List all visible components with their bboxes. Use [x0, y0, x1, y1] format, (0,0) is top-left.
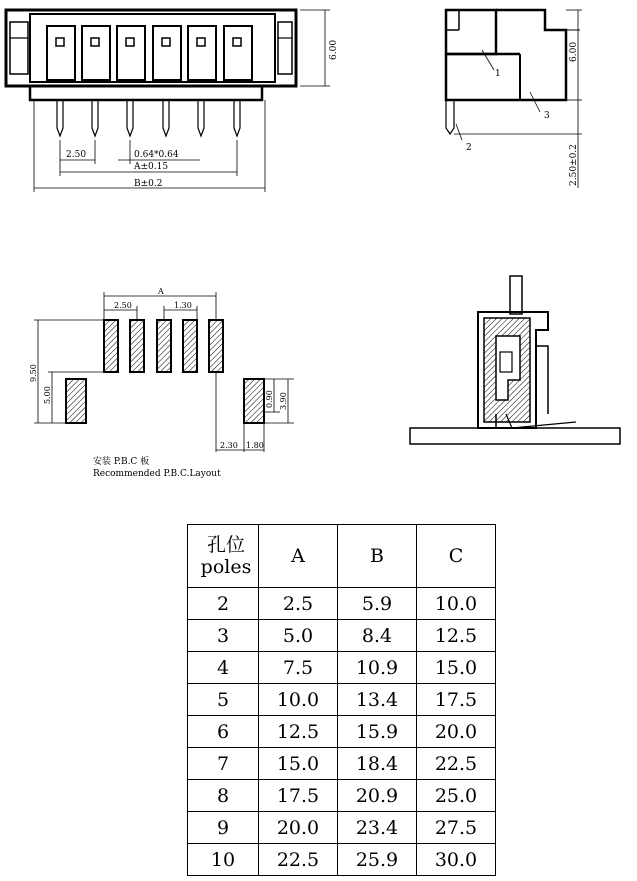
cell-poles: 6 — [188, 716, 259, 748]
table-row — [188, 684, 496, 716]
cell-b: 25.9 — [338, 844, 417, 876]
front-dim-b: B±0.2 — [134, 179, 163, 189]
pcb-dim-bottom-1: 2.30 — [220, 441, 238, 450]
cell-b: 13.4 — [338, 684, 417, 716]
table-row — [188, 844, 496, 876]
pcb-caption-en: Recommended P.B.C.Layout — [93, 469, 221, 479]
table-row — [188, 780, 496, 812]
header-b: B — [338, 525, 417, 588]
table-row — [188, 652, 496, 684]
cell-poles: 5 — [188, 684, 259, 716]
cell-c: 22.5 — [417, 748, 496, 780]
header-c: C — [417, 525, 496, 588]
cell-a: 20.0 — [259, 812, 338, 844]
table-header-row — [188, 525, 496, 588]
side-dim-height: 6.00 — [569, 41, 579, 62]
cell-b: 5.9 — [338, 588, 417, 620]
cell-c: 15.0 — [417, 652, 496, 684]
pcb-dim-pad-width: 1.30 — [174, 301, 192, 310]
front-dim-pin: 0.64*0.64 — [134, 150, 179, 160]
dimension-table — [187, 524, 496, 876]
cell-c: 25.0 — [417, 780, 496, 812]
pcb-caption-cn: 安装 P.B.C 板 — [93, 457, 150, 467]
cell-a: 17.5 — [259, 780, 338, 812]
table-row — [188, 812, 496, 844]
side-callout-2: 2 — [466, 143, 472, 153]
cell-poles: 8 — [188, 780, 259, 812]
header-poles-cn: 孔位 — [206, 534, 245, 556]
cell-a: 12.5 — [259, 716, 338, 748]
cell-c: 20.0 — [417, 716, 496, 748]
cell-c: 12.5 — [417, 620, 496, 652]
side-callout-3: 3 — [544, 111, 550, 121]
header-poles — [188, 525, 259, 588]
cell-b: 23.4 — [338, 812, 417, 844]
cell-b: 10.9 — [338, 652, 417, 684]
table-row — [188, 748, 496, 780]
cell-poles: 7 — [188, 748, 259, 780]
cell-a: 2.5 — [259, 588, 338, 620]
header-poles-en: poles — [200, 556, 252, 578]
pcb-dim-pad-height-small: 0.90 — [265, 390, 274, 408]
cell-poles: 10 — [188, 844, 259, 876]
cell-poles: 3 — [188, 620, 259, 652]
cell-poles: 9 — [188, 812, 259, 844]
front-dim-pitch: 2.50 — [66, 150, 87, 160]
cell-c: 27.5 — [417, 812, 496, 844]
cell-c: 17.5 — [417, 684, 496, 716]
cell-a: 22.5 — [259, 844, 338, 876]
table-row — [188, 716, 496, 748]
table-row — [188, 588, 496, 620]
pcb-dim-bottom-2: 1.80 — [246, 441, 264, 450]
cell-a: 15.0 — [259, 748, 338, 780]
pcb-dim-total-height: 9.50 — [29, 364, 38, 382]
cell-poles: 2 — [188, 588, 259, 620]
header-a: A — [259, 525, 338, 588]
cell-b: 20.9 — [338, 780, 417, 812]
front-dim-a: A±0.15 — [134, 162, 169, 172]
table-row — [188, 620, 496, 652]
side-dim-pin: 2.50±0.2 — [569, 144, 579, 186]
cell-b: 15.9 — [338, 716, 417, 748]
cell-poles: 4 — [188, 652, 259, 684]
cell-b: 18.4 — [338, 748, 417, 780]
cell-a: 5.0 — [259, 620, 338, 652]
cell-c: 10.0 — [417, 588, 496, 620]
side-callout-1: 1 — [495, 69, 501, 79]
front-dim-height: 6.00 — [329, 39, 339, 60]
pcb-dim-a: A — [158, 287, 164, 296]
cell-c: 30.0 — [417, 844, 496, 876]
cell-a: 7.5 — [259, 652, 338, 684]
cell-a: 10.0 — [259, 684, 338, 716]
pcb-dim-pad-height: 3.90 — [279, 392, 288, 410]
cell-b: 8.4 — [338, 620, 417, 652]
pcb-dim-row-offset: 5.00 — [43, 386, 52, 404]
pcb-dim-pitch: 2.50 — [114, 301, 132, 310]
